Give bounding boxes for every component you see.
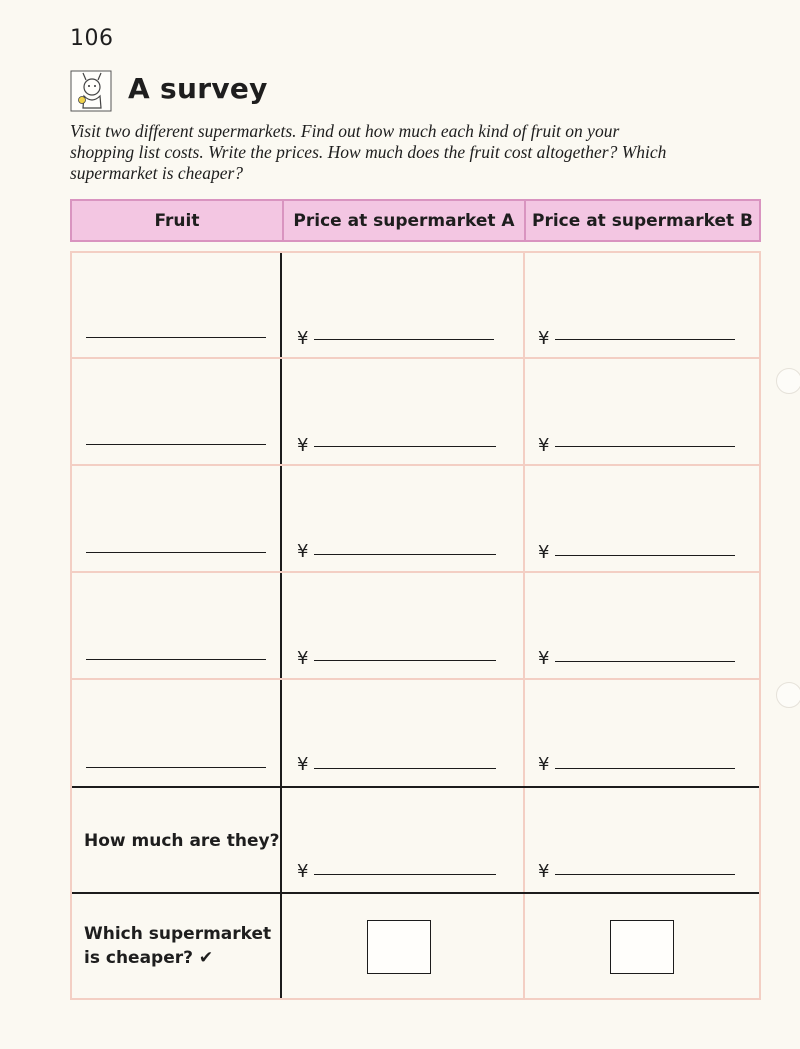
column-divider [280,253,282,998]
row-divider [72,571,759,573]
yen-symbol: ¥ [538,648,550,669]
cheaper-label-line1: Which supermarket [84,924,272,944]
binder-hole [776,368,800,394]
row-divider [72,786,759,788]
yen-symbol: ¥ [297,861,309,882]
row-divider [72,357,759,359]
price-b-line[interactable] [555,555,735,556]
cheaper-checkbox-b[interactable] [610,920,674,974]
survey-table [70,251,761,1000]
header-fruit: Fruit [154,210,200,231]
page-title: A survey [128,72,268,105]
price-b-line[interactable] [555,446,735,447]
cheaper-label-line2: is cheaper? ✔ [84,948,214,968]
binder-hole [776,682,800,708]
price-a-line[interactable] [314,339,494,340]
cheaper-checkbox-a[interactable] [367,920,431,974]
yen-symbol: ¥ [297,648,309,669]
row-divider [72,892,759,894]
price-b-line[interactable] [555,661,735,662]
table-header [70,199,761,242]
yen-symbol: ¥ [538,328,550,349]
fruit-name-line[interactable] [86,444,266,445]
sketch-character-icon [70,70,112,112]
price-b-line[interactable] [555,339,735,340]
price-a-line[interactable] [314,768,496,769]
yen-symbol: ¥ [538,435,550,456]
total-price-a-line[interactable] [314,874,496,875]
total-price-b-line[interactable] [555,874,735,875]
yen-symbol: ¥ [297,754,309,775]
fruit-name-line[interactable] [86,659,266,660]
yen-symbol: ¥ [538,861,550,882]
price-a-line[interactable] [314,660,496,661]
yen-symbol: ¥ [538,754,550,775]
price-b-line[interactable] [555,768,735,769]
fruit-name-line[interactable] [86,337,266,338]
page-number: 106 [70,26,114,51]
fruit-name-line[interactable] [86,552,266,553]
total-label: How much are they? [84,831,280,851]
yen-symbol: ¥ [297,541,309,562]
price-a-line[interactable] [314,446,496,447]
header-price-a: Price at supermarket A [282,201,524,240]
price-a-line[interactable] [314,554,496,555]
row-divider [72,464,759,466]
yen-symbol: ¥ [538,542,550,563]
header-price-b: Price at supermarket B [524,201,759,240]
instructions: Visit two different supermarkets. Find out how much each kind of fruit on your shopping list costs. Write the prices. How much does the fruit cost altogether? Which supermarket is cheaper? [70,121,667,183]
row-divider [72,678,759,680]
column-divider [523,253,525,998]
yen-symbol: ¥ [297,328,309,349]
yen-symbol: ¥ [297,435,309,456]
fruit-name-line[interactable] [86,767,266,768]
